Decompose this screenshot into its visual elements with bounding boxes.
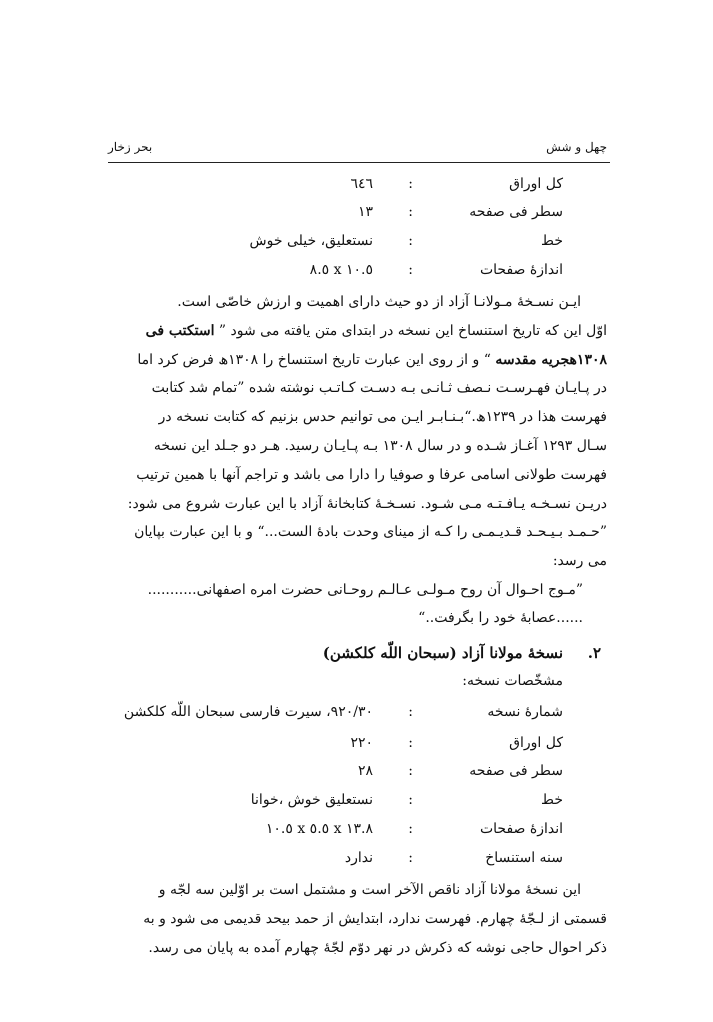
section-heading: [108, 644, 601, 668]
spec-row-lines: [120, 204, 563, 230]
spec-colon: :: [408, 850, 413, 866]
spec-label: اندازهٔ صفحات: [479, 821, 563, 837]
spec-value: ١٣: [357, 204, 373, 220]
spec-colon: :: [408, 735, 413, 751]
spec-row-size: [120, 262, 563, 288]
spec-colon: :: [408, 176, 413, 192]
section-number: ٢.: [587, 644, 601, 662]
spec-colon: :: [408, 204, 413, 220]
spec-colon: :: [408, 262, 413, 278]
paragraph-line: ١٣٠٨هجریه مقدسه “ و از روی این عبارت تاریخ استنساخ را ١٣٠٨ھ فرض کرد اما: [137, 351, 607, 368]
spec-value: ٢٨: [357, 763, 373, 779]
spec-colon: :: [408, 763, 413, 779]
paragraph-line: فهرست طولانی اسامی عرفا و صوفیا را دارا می باشد و تراجم آنها با همین ترتیب: [136, 466, 607, 483]
paragraph-line: سـال ١٢٩٣ آغـاز شـده و در سال ١٣٠٨ بـه پـایـان رسید. هـر دو جـلد این نسخه: [153, 437, 607, 454]
spec-value: ١٣.٨ x ٥.٥ x ١٠.٥: [265, 821, 373, 837]
spec-row-folios: [120, 735, 563, 761]
paragraph-line: دریـن نسـخـه یـافـتـه مـی شـود. نسـخـهٔ کتابخانهٔ آزاد با این عبارت شروع می شود:: [127, 495, 607, 512]
spec-row-copy-year: [120, 850, 563, 876]
description-paragraph: [108, 876, 607, 962]
quotation-line: ......عصابهٔ خود را بگرفت..“: [418, 610, 583, 626]
spec-value: ٩٢٠/٣٠، سیرت فارسی سبحان اللّه کلکشن: [123, 704, 373, 720]
spec-label: اندازهٔ صفحات: [479, 262, 563, 278]
spec-row-lines: [120, 763, 563, 789]
spec-row-folios: [120, 176, 563, 202]
spec-colon: :: [408, 704, 413, 720]
spec-row-size: [120, 821, 563, 847]
spec-colon: :: [408, 233, 413, 249]
spec-row-script: [120, 233, 563, 259]
spec-label: کل اوراق: [509, 735, 563, 751]
header-rule: [108, 162, 610, 163]
running-header-book-title: بحر زخار: [108, 140, 153, 154]
spec-row-number: [120, 704, 563, 730]
spec-colon: :: [408, 792, 413, 808]
paragraph-line: در پـایـان فهـرسـت نـصف ثـانـی بـه دسـت کـاتـب نوشته شده ”تمام شد کتابت: [151, 380, 607, 397]
spec-value: ٢٢٠: [350, 735, 373, 751]
paragraph-line: قسمتی از لـجّهٔ چهارم. فهرست ندارد، ابتدایش از حمد بیحد قدیمی می شود و به: [143, 910, 607, 927]
spec-label: سنه استنساخ: [485, 850, 563, 866]
spec-value: ندارد: [344, 850, 373, 866]
spec-value: ٦٤٦: [350, 176, 373, 192]
spec-label: خط: [541, 233, 563, 249]
spec-colon: :: [408, 821, 413, 837]
section-title: نسخهٔ مولانا آزاد (سبحان اللّه کلکشن): [322, 644, 563, 662]
spec-value: ١٠.٥ x ٨.٥: [309, 262, 373, 278]
spec-label: سطر فی صفحه: [469, 204, 563, 220]
paragraph-line: اوّل این که تاریخ استنساخ این نسخه در ابتدای متن یافته می شود ” استکتب فی: [145, 322, 607, 339]
subheading: مشخّصات نسخه:: [462, 673, 563, 689]
spec-label: کل اوراق: [509, 176, 563, 192]
bold-phrase: استکتب فی: [145, 322, 215, 339]
paragraph-line: ”حـمـد بـیـحـد قـدیـمـی را کـه از مینای وحدت بادهٔ الست...“ و با این عبارت بپایان: [134, 524, 607, 541]
paragraph-line: ذکر احوال حاجی نوشه که ذکرش در نهر دوّم لجّهٔ چهارم آمده به پایان می رسد.: [148, 939, 607, 956]
spec-value: نستعلیق، خیلی خوش: [249, 233, 373, 249]
spec-row-script: [120, 792, 563, 818]
bold-phrase: ١٣٠٨هجریه مقدسه: [495, 351, 607, 368]
spec-label: شمارهٔ نسخه: [487, 704, 563, 720]
paragraph-line: این نسخهٔ مولانا آزاد ناقص الآخر است و مشتمل است بر اوّلین سه لجّه و: [158, 882, 581, 898]
paragraph-line: می رسد:: [552, 553, 607, 570]
spec-label: سطر فی صفحه: [469, 763, 563, 779]
description-paragraph: [108, 288, 607, 576]
paragraph-line: ایـن نسـخهٔ مـولانـا آزاد از دو حیث دارای اهمیت و ارزش خاصّی است.: [177, 294, 581, 310]
running-header-chapter: چهل و شش: [546, 140, 607, 154]
quotation-line: ”مـوج احـوال آن روح مـولـی عـالـم روحـانی حضرت امره اصفهانی...........: [147, 582, 583, 598]
paragraph-line: فهرست هذا در ١٢٣٩ھ.“بـنـابـر ایـن می توانیم حدس بزنیم که کتابت نسخه در: [158, 409, 607, 426]
spec-label: خط: [541, 792, 563, 808]
spec-value: نستعلیق خوش ،خوانا: [250, 792, 373, 808]
